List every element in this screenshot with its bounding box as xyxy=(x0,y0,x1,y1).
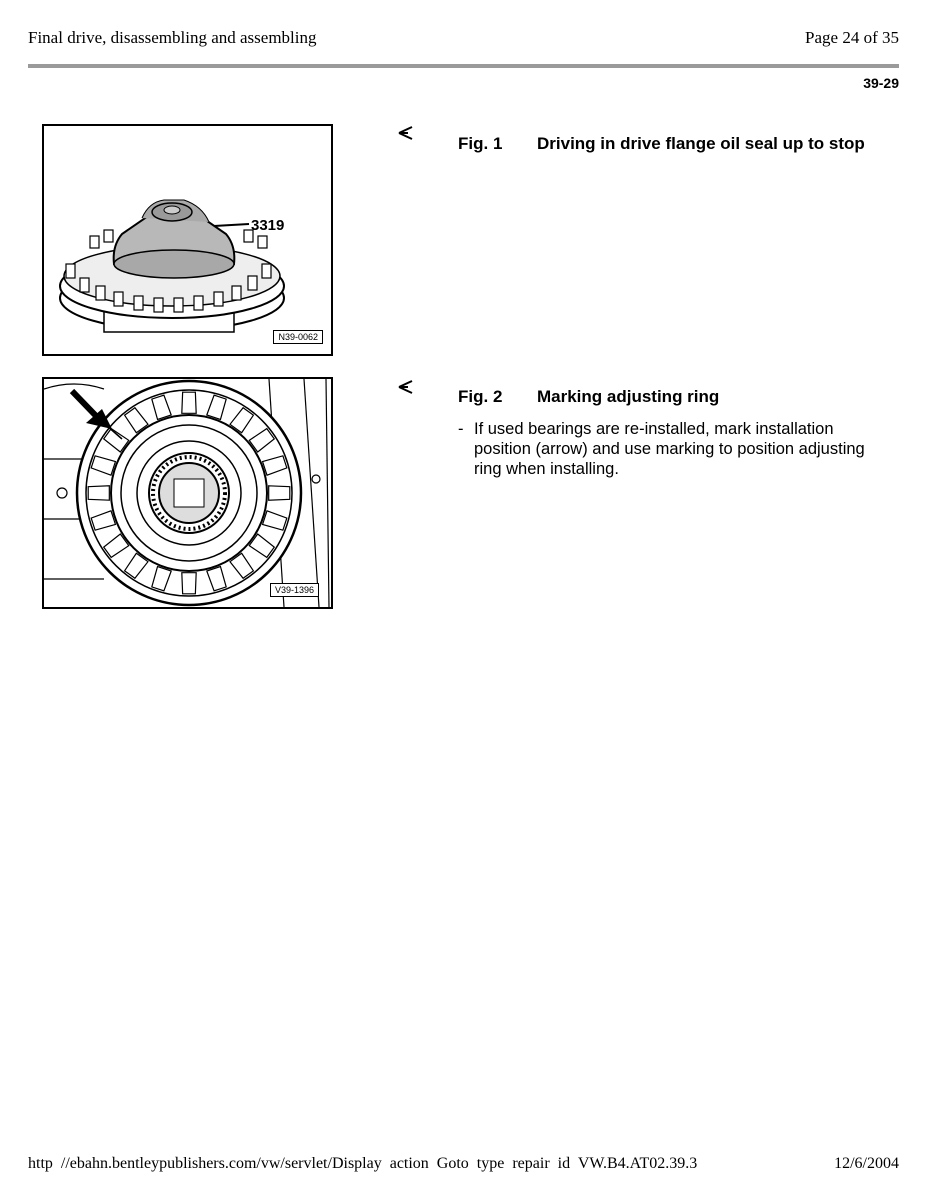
oil-seal-driver-drawing xyxy=(44,126,331,354)
figure-2-illustration xyxy=(42,377,333,609)
figure-2-label: Fig. 2 xyxy=(458,387,503,406)
figure-2-note-text: If used bearings are re-installed, mark installation position (arrow) and use marking to position adjusting ring when installing. xyxy=(474,420,865,478)
ring-tooth xyxy=(269,486,290,500)
page-header-title: Final drive, disassembling and assembling xyxy=(28,28,317,47)
figure-1-code: N39-0062 xyxy=(273,330,323,344)
section-number: 39-29 xyxy=(863,75,899,91)
note-dash: - xyxy=(458,420,464,438)
pointer-arrow-icon xyxy=(398,126,414,140)
pointer-arrow-icon xyxy=(398,380,414,394)
footer-url: http //ebahn.bentleypublishers.com/vw/servlet/Display action Goto type repair id VW.B4.AT02.39.3 xyxy=(28,1155,698,1172)
tool-callout-label: 3319 xyxy=(251,217,285,234)
ring-tooth xyxy=(182,392,196,413)
ring-tooth xyxy=(88,486,109,500)
figure-2-note xyxy=(458,419,878,479)
page-number: Page 24 of 35 xyxy=(805,28,899,47)
ring-tooth xyxy=(182,573,196,594)
adjusting-ring-drawing xyxy=(44,379,331,607)
figure-2-title: Marking adjusting ring xyxy=(537,387,720,406)
footer-date: 12/6/2004 xyxy=(834,1155,899,1172)
figure-1-title: Driving in drive flange oil seal up to stop xyxy=(537,134,865,153)
figure-1-label: Fig. 1 xyxy=(458,134,503,153)
figure-1-illustration xyxy=(42,124,333,356)
figure-2-code: V39-1396 xyxy=(270,583,319,597)
header-divider xyxy=(28,64,899,68)
